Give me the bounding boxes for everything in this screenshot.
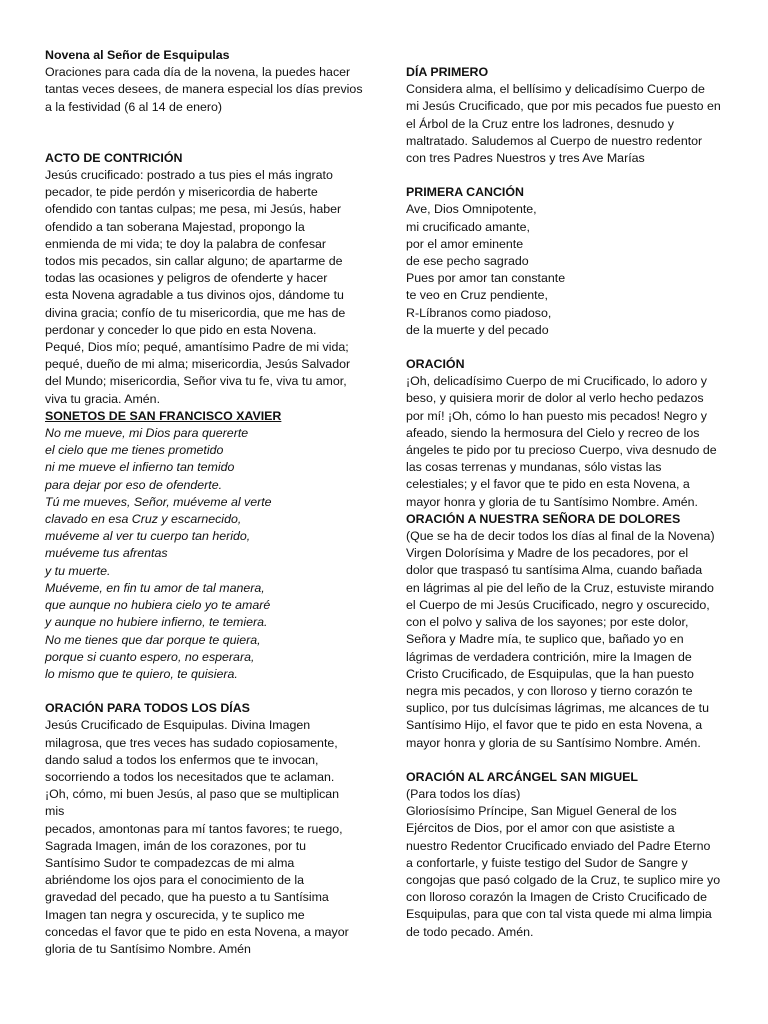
acto-line: Pequé, Dios mío; pequé, amantísimo Padre de mi vida;	[45, 340, 349, 355]
soneto-line: No me mueve, mi Dios para quererte	[45, 426, 249, 441]
dia-primero-section	[406, 64, 724, 167]
san-miguel-line: Ejércitos de Dios, por el amor con que asististe a	[406, 821, 675, 836]
oracion-todos-line: gloria de tu Santísimo Nombre. Amén	[45, 941, 251, 956]
soneto-line: muéveme al ver tu cuerpo tan herido,	[45, 529, 251, 544]
acto-line: divina gracia; confío de tu misericordia, que me has de	[45, 305, 346, 320]
dolores-line: suplico, por tus dulcísimas lágrimas, me alcances de tu	[406, 701, 710, 716]
cancion-line: mi crucificado amante,	[406, 219, 530, 234]
cancion-line: de la muerte y del pecado	[406, 322, 549, 337]
dolores-line: Santísimo Hijo, el favor que te pido en esta Novena, a	[406, 718, 703, 733]
dolores-line: lágrimas de verdadera contrición, mire la Imagen de	[406, 649, 692, 664]
oracion-line: mayor honra y gloria de tu Santísimo Nombre. Amén.	[406, 494, 699, 509]
soneto-line: para dejar por eso de ofenderte.	[45, 477, 223, 492]
oracion-todos-line: milagrosa, que tres veces has sudado copiosamente,	[45, 735, 338, 750]
soneto-line: que aunque no hubiera cielo yo te amaré	[45, 598, 271, 613]
acto-line: todos mis pecados, sin callar alguno; de apartarme de	[45, 254, 343, 269]
san-miguel-line: con lloroso corazón la Imagen de Cristo Crucificado de	[406, 890, 707, 905]
intro-line: tantas veces desees, de manera especial los días previos	[45, 82, 363, 97]
dolores-line: en lágrimas al pie del leño de la Cruz, estuviste mirando	[406, 580, 714, 595]
sonetos-heading: SONETOS DE SAN FRANCISCO XAVIER	[45, 408, 282, 423]
oracion-todos-heading: ORACIÓN PARA TODOS LOS DÍAS	[45, 701, 250, 716]
cancion-line: por el amor eminente	[406, 236, 524, 251]
dia-primero-heading: DÍA PRIMERO	[406, 65, 489, 79]
soneto-line: clavado en esa Cruz y escarnecido,	[45, 512, 242, 527]
san-miguel-line: de todo pecado. Amén.	[406, 924, 534, 939]
soneto-line: y tu muerte.	[45, 563, 111, 578]
san-miguel-section	[406, 769, 724, 941]
oracion-todos-line: socorriendo a todos los necesitados que te aclaman.	[45, 769, 335, 784]
dolores-line: Señora y Madre mía, te suplico que, bañado yo en	[406, 632, 684, 647]
oracion-todos-line: dando salud a todos los enfermos que te invocan,	[45, 752, 319, 767]
oracion-section	[406, 356, 724, 511]
dolores-line: Virgen Dolorísima y Madre de los pecadores, por el	[406, 546, 689, 561]
sonetos-section	[45, 408, 365, 683]
soneto-line: muéveme tus afrentas	[45, 546, 168, 561]
acto-contricion-section	[45, 150, 365, 408]
oracion-todos-line: Imagen tan negra y oscurecida, y te suplico me	[45, 907, 305, 922]
oracion-line: ángeles te pido por tu precioso Cuerpo, viva desnudo de	[406, 443, 717, 458]
soneto-line: ni me mueve el infierno tan temido	[45, 460, 235, 475]
intro-line: a la festividad (6 al 14 de enero)	[45, 99, 223, 114]
san-miguel-line: nuestro Redentor Crucificado enviado del Padre Eterno	[406, 838, 711, 853]
oracion-todos-line: ¡Oh, cómo, mi buen Jesús, al paso que se multiplican	[45, 787, 340, 802]
dolores-section	[406, 511, 724, 752]
oracion-heading: ORACIÓN	[406, 357, 465, 372]
cancion-line: Pues por amor tan constante	[406, 271, 566, 286]
cancion-line: Ave, Dios Omnipotente,	[406, 202, 537, 217]
dolores-heading: ORACIÓN A NUESTRA SEÑORA DE DOLORES	[406, 511, 681, 526]
acto-line: todas las ocasiones y peligros de ofenderte y hacer	[45, 271, 328, 286]
oracion-todos-line: abriéndome los ojos para el conocimiento de la	[45, 873, 304, 888]
cancion-line: de ese pecho sagrado	[406, 254, 529, 269]
primera-cancion-section	[406, 184, 724, 339]
oracion-todos-line: Jesús Crucificado de Esquipulas. Divina Imagen	[45, 718, 311, 733]
left-column	[45, 47, 365, 958]
oracion-todos-line: mis	[45, 804, 65, 819]
acto-line: perdonar y conceder lo que pido en esta Novena.	[45, 322, 317, 337]
oracion-todos-line: gravedad del pecado, que ha puesto a tu Santísima	[45, 890, 329, 905]
oracion-line: beso, y quisiera morir de dolor al verlo hecho pedazos	[406, 391, 704, 406]
acto-line: Jesús crucificado: postrado a tus pies el más ingrato	[45, 168, 333, 183]
document-title: Novena al Señor de Esquipulas	[45, 48, 230, 62]
dolores-line: mayor honra y gloria de su Santísimo Nombre. Amén.	[406, 735, 701, 750]
oracion-line: por mí! ¡Oh, cómo lo han puesto mis pecados! Negro y	[406, 408, 707, 423]
dia-primero-line: con tres Padres Nuestros y tres Ave Marías	[406, 151, 645, 166]
oracion-todos-line: Santísimo Sudor te compadezcas de mi alma	[45, 855, 295, 870]
dolores-line: negra mis pecados, y con lloroso y tierno corazón te	[406, 683, 693, 698]
acto-line: enmienda de mi vida; te doy la palabra de confesar	[45, 236, 327, 251]
soneto-line: Muéveme, en fin tu amor de tal manera,	[45, 580, 265, 595]
dia-primero-line: el Árbol de la Cruz entre los ladrones, desnudo y	[406, 116, 674, 131]
acto-line: pecador, te pide perdón y misericordia de haberte	[45, 185, 318, 200]
soneto-line: No me tienes que dar porque te quiera,	[45, 632, 261, 647]
cancion-line: te veo en Cruz pendiente,	[406, 288, 548, 303]
san-miguel-line: a confortarle, y fuiste testigo del Sudor de Sangre y	[406, 855, 688, 870]
oracion-todos-line: pecados, amontonas para mí tantos favores; te ruego,	[45, 821, 343, 836]
oracion-todos-section	[45, 700, 365, 958]
primera-cancion-heading: PRIMERA CANCIÓN	[406, 185, 524, 200]
soneto-line: lo mismo que te quiero, te quisiera.	[45, 666, 238, 681]
san-miguel-line: congojas que pasó colgado de la Cruz, te suplico mire yo	[406, 872, 721, 887]
soneto-line: porque si cuanto espero, no esperara,	[45, 649, 255, 664]
san-miguel-line: Gloriosísimo Príncipe, San Miguel General de los	[406, 804, 677, 819]
dia-primero-line: maltratado. Saludemos al Cuerpo de nuestro redentor	[406, 133, 703, 148]
acto-line: del Mundo; misericordia, Señor viva tu fe, viva tu amor,	[45, 374, 347, 389]
acto-line: viva tu gracia. Amén.	[45, 391, 161, 406]
dolores-line: dolor que traspasó tu santísima Alma, cuando bañada	[406, 563, 703, 578]
oracion-line: ¡Oh, delicadísimo Cuerpo de mi Crucificado, lo adoro y	[406, 374, 707, 389]
soneto-line: y aunque no hubiere infierno, te temiera.	[45, 615, 268, 630]
right-column	[406, 64, 724, 941]
san-miguel-heading: ORACIÓN AL ARCÁNGEL SAN MIGUEL	[406, 769, 638, 784]
dia-primero-line: mi Jesús Crucificado, que por mis pecados fue puesto en	[406, 99, 721, 114]
oracion-line: celestiales; y el favor que te pido en esta Novena, a	[406, 477, 690, 492]
san-miguel-line: Esquipulas, para que con tal vista quede mi alma limpia	[406, 907, 712, 922]
oracion-line: afeado, siendo la hermosura del Cielo y recreo de los	[406, 425, 700, 440]
dolores-line: Cristo Crucificado, de Esquipulas, que la han puesto	[406, 666, 694, 681]
dolores-line: con el polvo y saliva de los sayones; por este dolor,	[406, 615, 689, 630]
acto-contricion-heading: ACTO DE CONTRICIÓN	[45, 150, 183, 165]
acto-line: esta Novena agradable a tus divinos ojos, dándome tu	[45, 288, 344, 303]
acto-line: pequé, dueño de mi alma; misericordia, Jesús Salvador	[45, 357, 351, 372]
intro-line: Oraciones para cada día de la novena, la puedes hacer	[45, 65, 351, 80]
dolores-line: el Cuerpo de mi Jesús Crucificado, negro y oscurecido,	[406, 597, 710, 612]
san-miguel-line: (Para todos los días)	[406, 786, 521, 801]
soneto-line: el cielo que me tienes prometido	[45, 443, 224, 458]
oracion-line: las cosas terrenas y mundanas, sólo vistas las	[406, 460, 662, 475]
soneto-line: Tú me mueves, Señor, muéveme al verte	[45, 494, 272, 509]
oracion-todos-line: concedas el favor que te pido en esta Novena, a mayor	[45, 924, 349, 939]
cancion-line: R-Líbranos como piadoso,	[406, 305, 552, 320]
acto-line: ofendido a tan soberana Majestad, propongo la	[45, 219, 305, 234]
intro-section	[45, 47, 365, 116]
dolores-line: (Que se ha de decir todos los días al final de la Novena)	[406, 529, 715, 544]
dia-primero-line: Considera alma, el bellísimo y delicadísimo Cuerpo de	[406, 82, 705, 97]
acto-line: ofendido con tantas culpas; me pesa, mi Jesús, haber	[45, 202, 342, 217]
oracion-todos-line: Sagrada Imagen, imán de los corazones, por tu	[45, 838, 307, 853]
